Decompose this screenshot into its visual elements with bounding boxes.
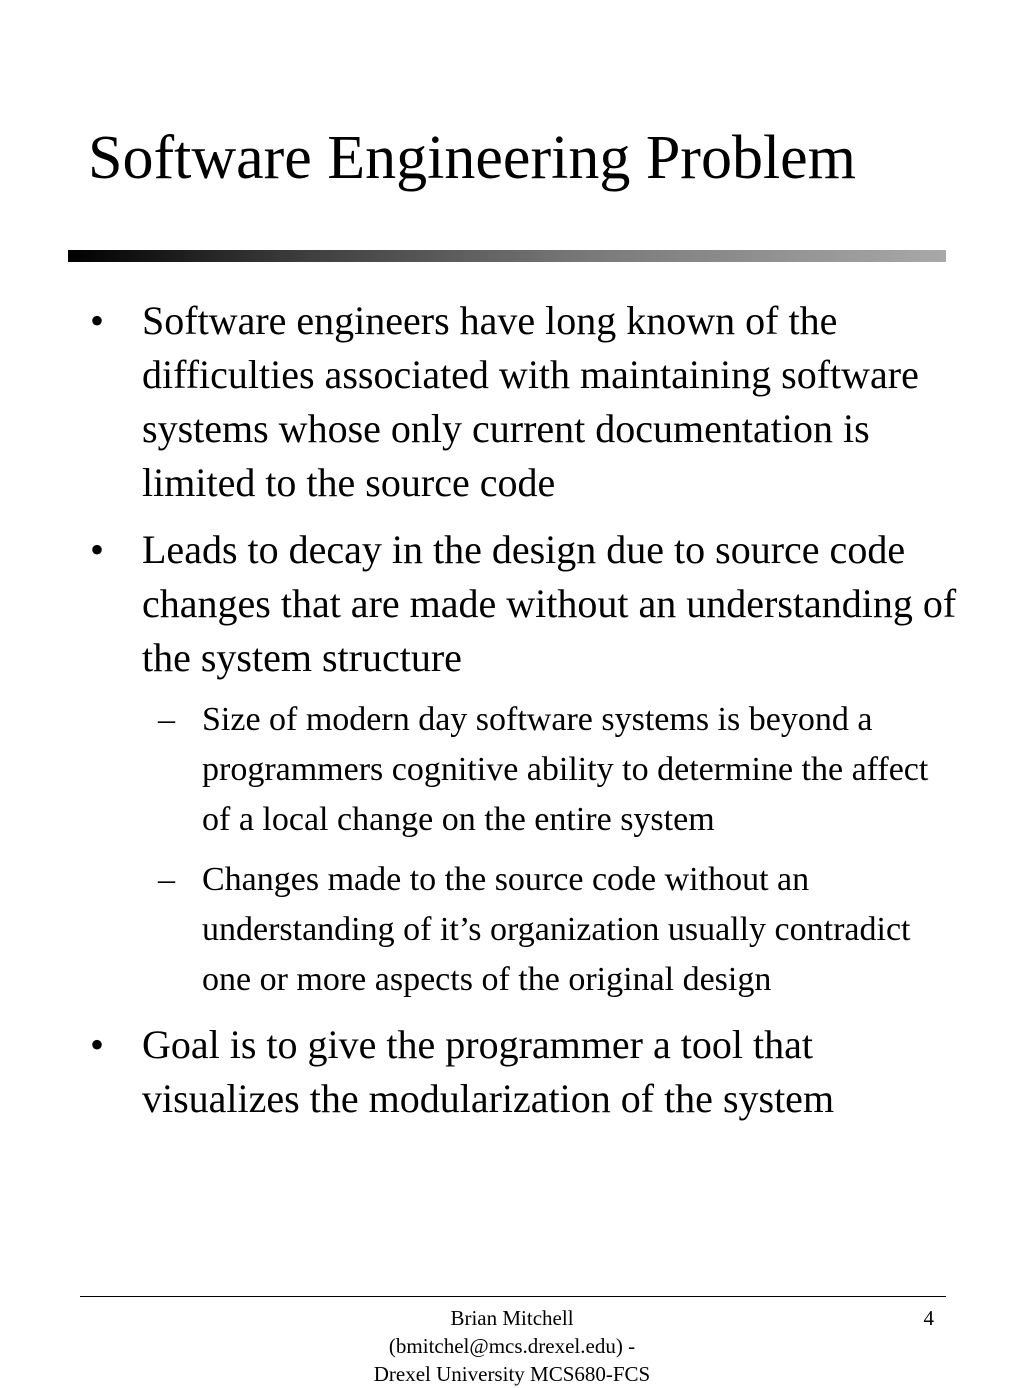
bullet-text: Goal is to give the programmer a tool that visualizes the modularization of the system: [142, 1022, 835, 1121]
bullet-item: [0, 523, 1024, 685]
footer-email: (bmitchel@mcs.drexel.edu) -: [388, 1334, 636, 1358]
footer-attribution: [312, 1304, 712, 1388]
page-number: 4: [923, 1306, 934, 1330]
sub-bullet-marker: –: [158, 701, 175, 738]
sub-bullet-marker: –: [158, 861, 175, 898]
bullet-item: [0, 294, 1024, 510]
footer-course: Drexel University MCS680-FCS: [373, 1362, 651, 1386]
sub-bullet-item: [0, 695, 1024, 845]
sub-bullet-item: [0, 855, 1024, 1005]
slide-title: Software Engineering Problem: [88, 124, 856, 192]
footer-divider: [80, 1296, 946, 1297]
bullet-text: Software engineers have long known of the difficulties associated with maintaining software systems whose only current documentation is limited to the source code: [142, 298, 919, 505]
bullet-marker: •: [90, 527, 105, 572]
sub-bullet-text: Changes made to the source code without an understanding of it’s organization usually contradict one or more aspects of the original design: [202, 861, 911, 998]
bullet-text: Leads to decay in the design due to source code changes that are made without an understanding of the system structure: [142, 527, 957, 680]
bullet-item: [0, 1018, 1024, 1126]
bullet-marker: •: [90, 298, 105, 343]
title-divider: [68, 250, 946, 262]
bullet-list: [0, 294, 1024, 1126]
footer-author: Brian Mitchell: [450, 1306, 574, 1330]
bullet-marker: •: [90, 1022, 105, 1067]
sub-bullet-text: Size of modern day software systems is beyond a programmers cognitive ability to determine the affect of a local change on the entire system: [202, 701, 929, 838]
